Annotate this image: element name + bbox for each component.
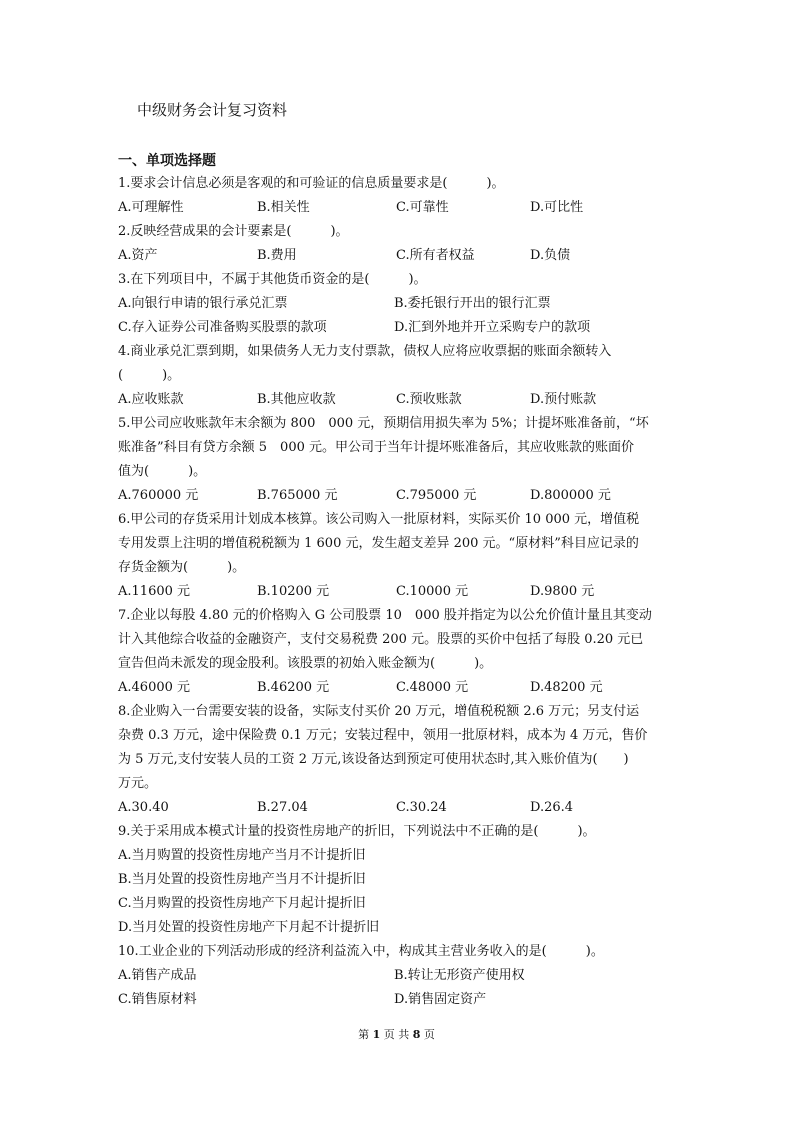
option-d: D.当月处置的投资性房地产下月起不计提折旧 [118, 920, 380, 935]
question-text: 存货金额为( )。 [118, 560, 246, 575]
question-text: 10.工业企业的下列活动形成的经济利益流入中，构成其主营业务收入的是( )。 [118, 944, 604, 959]
option-b: B.费用 [257, 248, 297, 263]
option-a: A.可理解性 [118, 200, 184, 215]
question-text: 3.在下列项目中，不属于其他货币资金的是( )。 [118, 272, 427, 287]
question-text: 2.反映经营成果的会计要素是( )。 [118, 224, 349, 239]
options-row [118, 316, 678, 340]
option-a: A.资产 [118, 248, 158, 263]
options-row [118, 676, 678, 700]
question-9 [118, 820, 678, 940]
question-5 [118, 412, 678, 508]
footer-prefix: 第 [358, 1028, 370, 1041]
option-d: D.9800 元 [530, 584, 595, 599]
question-7 [118, 604, 678, 700]
question-10 [118, 940, 678, 1012]
question-6 [118, 508, 678, 604]
question-list [118, 172, 678, 1012]
options-row [118, 484, 678, 508]
option-d: D.800000 元 [530, 488, 611, 503]
option-d: D.可比性 [530, 200, 584, 215]
option-d: D.负债 [530, 248, 571, 263]
option-b: B.10200 元 [257, 584, 330, 599]
options-row [118, 292, 678, 316]
option-d: D.48200 元 [530, 680, 603, 695]
option-c: C.预收账款 [396, 392, 462, 407]
option-a: A.应收账款 [118, 392, 184, 407]
option-c: C.存入证券公司准备购买股票的款项 [118, 320, 327, 335]
option-c: C.48000 元 [396, 680, 469, 695]
question-text: 万元。 [118, 776, 158, 791]
option-c: C.可靠性 [396, 200, 449, 215]
option-a: A.46000 元 [118, 680, 191, 695]
option-a: A.向银行申请的银行承兑汇票 [118, 296, 288, 311]
options-row [118, 796, 678, 820]
option-d: D.销售固定资产 [394, 992, 487, 1007]
options-row [118, 580, 678, 604]
option-c: C.所有者权益 [396, 248, 475, 263]
question-text: 5.甲公司应收账款年末余额为 800 000 元，预期信用损失率为 5%；计提坏账准备前，“坏 [118, 416, 649, 431]
option-c: C.当月购置的投资性房地产下月起计提折旧 [118, 896, 366, 911]
option-b: B.转让无形资产使用权 [394, 968, 525, 983]
options-row [118, 964, 678, 988]
option-a: A.760000 元 [118, 488, 199, 503]
total-page-count: 8 [412, 1028, 421, 1041]
option-c: C.销售原材料 [118, 992, 197, 1007]
question-8 [118, 700, 678, 820]
option-d: D.26.4 [530, 800, 574, 815]
option-b: B.当月处置的投资性房地产当月不计提折旧 [118, 872, 366, 887]
options-row [118, 196, 678, 220]
option-c: C.795000 元 [396, 488, 477, 503]
question-3 [118, 268, 678, 340]
question-2 [118, 220, 678, 268]
question-text: 专用发票上注明的增值税税额为 1 600 元，发生超支差异 200 元。“原材料”科目应记录的 [118, 536, 639, 551]
question-text: 账准备”科目有贷方余额 5 000 元。甲公司于当年计提坏账准备后，其应收账款的账面价 [118, 440, 634, 455]
footer-suffix: 页 [423, 1028, 435, 1041]
current-page-number: 1 [372, 1028, 381, 1041]
option-b: B.27.04 [257, 800, 308, 815]
question-text: ( )。 [118, 368, 181, 383]
option-c: C.10000 元 [396, 584, 469, 599]
option-a: A.销售产成品 [118, 968, 197, 983]
option-b: B.46200 元 [257, 680, 330, 695]
section-heading: 一、单项选择题 [118, 153, 216, 169]
footer-middle: 页 共 [383, 1028, 410, 1041]
question-text: 计入其他综合收益的金融资产，支付交易税费 200 元。股票的买价中包括了每股 0.20 元已 [118, 632, 644, 647]
option-a: A.当月购置的投资性房地产当月不计提折旧 [118, 848, 366, 863]
options-row [118, 988, 678, 1012]
question-text: 宣告但尚未派发的现金股利。该股票的初始入账金额为( )。 [118, 656, 493, 671]
question-text: 值为( )。 [118, 464, 207, 479]
options-row [118, 388, 678, 412]
document-title: 中级财务会计复习资料 [137, 101, 288, 119]
question-text: 8.企业购入一台需要安装的设备，实际支付买价 20 万元，增值税税额 2.6 万元；另支付运 [118, 704, 640, 719]
option-a: A.11600 元 [118, 584, 191, 599]
question-1 [118, 172, 678, 220]
option-d: D.汇到外地并开立采购专户的款项 [394, 320, 591, 335]
options-row [118, 244, 678, 268]
option-b: B.765000 元 [257, 488, 338, 503]
page-footer [0, 1026, 793, 1042]
question-text: 为 5 万元,支付安装人员的工资 2 万元,该设备达到预定可使用状态时,其入账价值为( ) [118, 752, 629, 767]
question-text: 6.甲公司的存货采用计划成本核算。该公司购入一批原材料，实际买价 10 000 元，增值税 [118, 512, 640, 527]
option-b: B.相关性 [257, 200, 310, 215]
question-text: 4.商业承兑汇票到期，如果债务人无力支付票款，债权人应将应收票据的账面余额转入 [118, 344, 612, 359]
question-text: 7.企业以每股 4.80 元的价格购入 G 公司股票 10 000 股并指定为以公允价值计量且其变动 [118, 608, 652, 623]
question-text: 9.关于采用成本模式计量的投资性房地产的折旧，下列说法中不正确的是( )。 [118, 824, 596, 839]
question-4 [118, 340, 678, 412]
option-c: C.30.24 [396, 800, 447, 815]
option-d: D.预付账款 [530, 392, 597, 407]
option-b: B.其他应收款 [257, 392, 336, 407]
option-b: B.委托银行开出的银行汇票 [394, 296, 551, 311]
question-text: 杂费 0.3 万元，途中保险费 0.1 万元；安装过程中，领用一批原材料，成本为 4 万元，售价 [118, 728, 648, 743]
option-a: A.30.40 [118, 800, 169, 815]
question-text: 1.要求会计信息必须是客观的和可验证的信息质量要求是( )。 [118, 176, 505, 191]
